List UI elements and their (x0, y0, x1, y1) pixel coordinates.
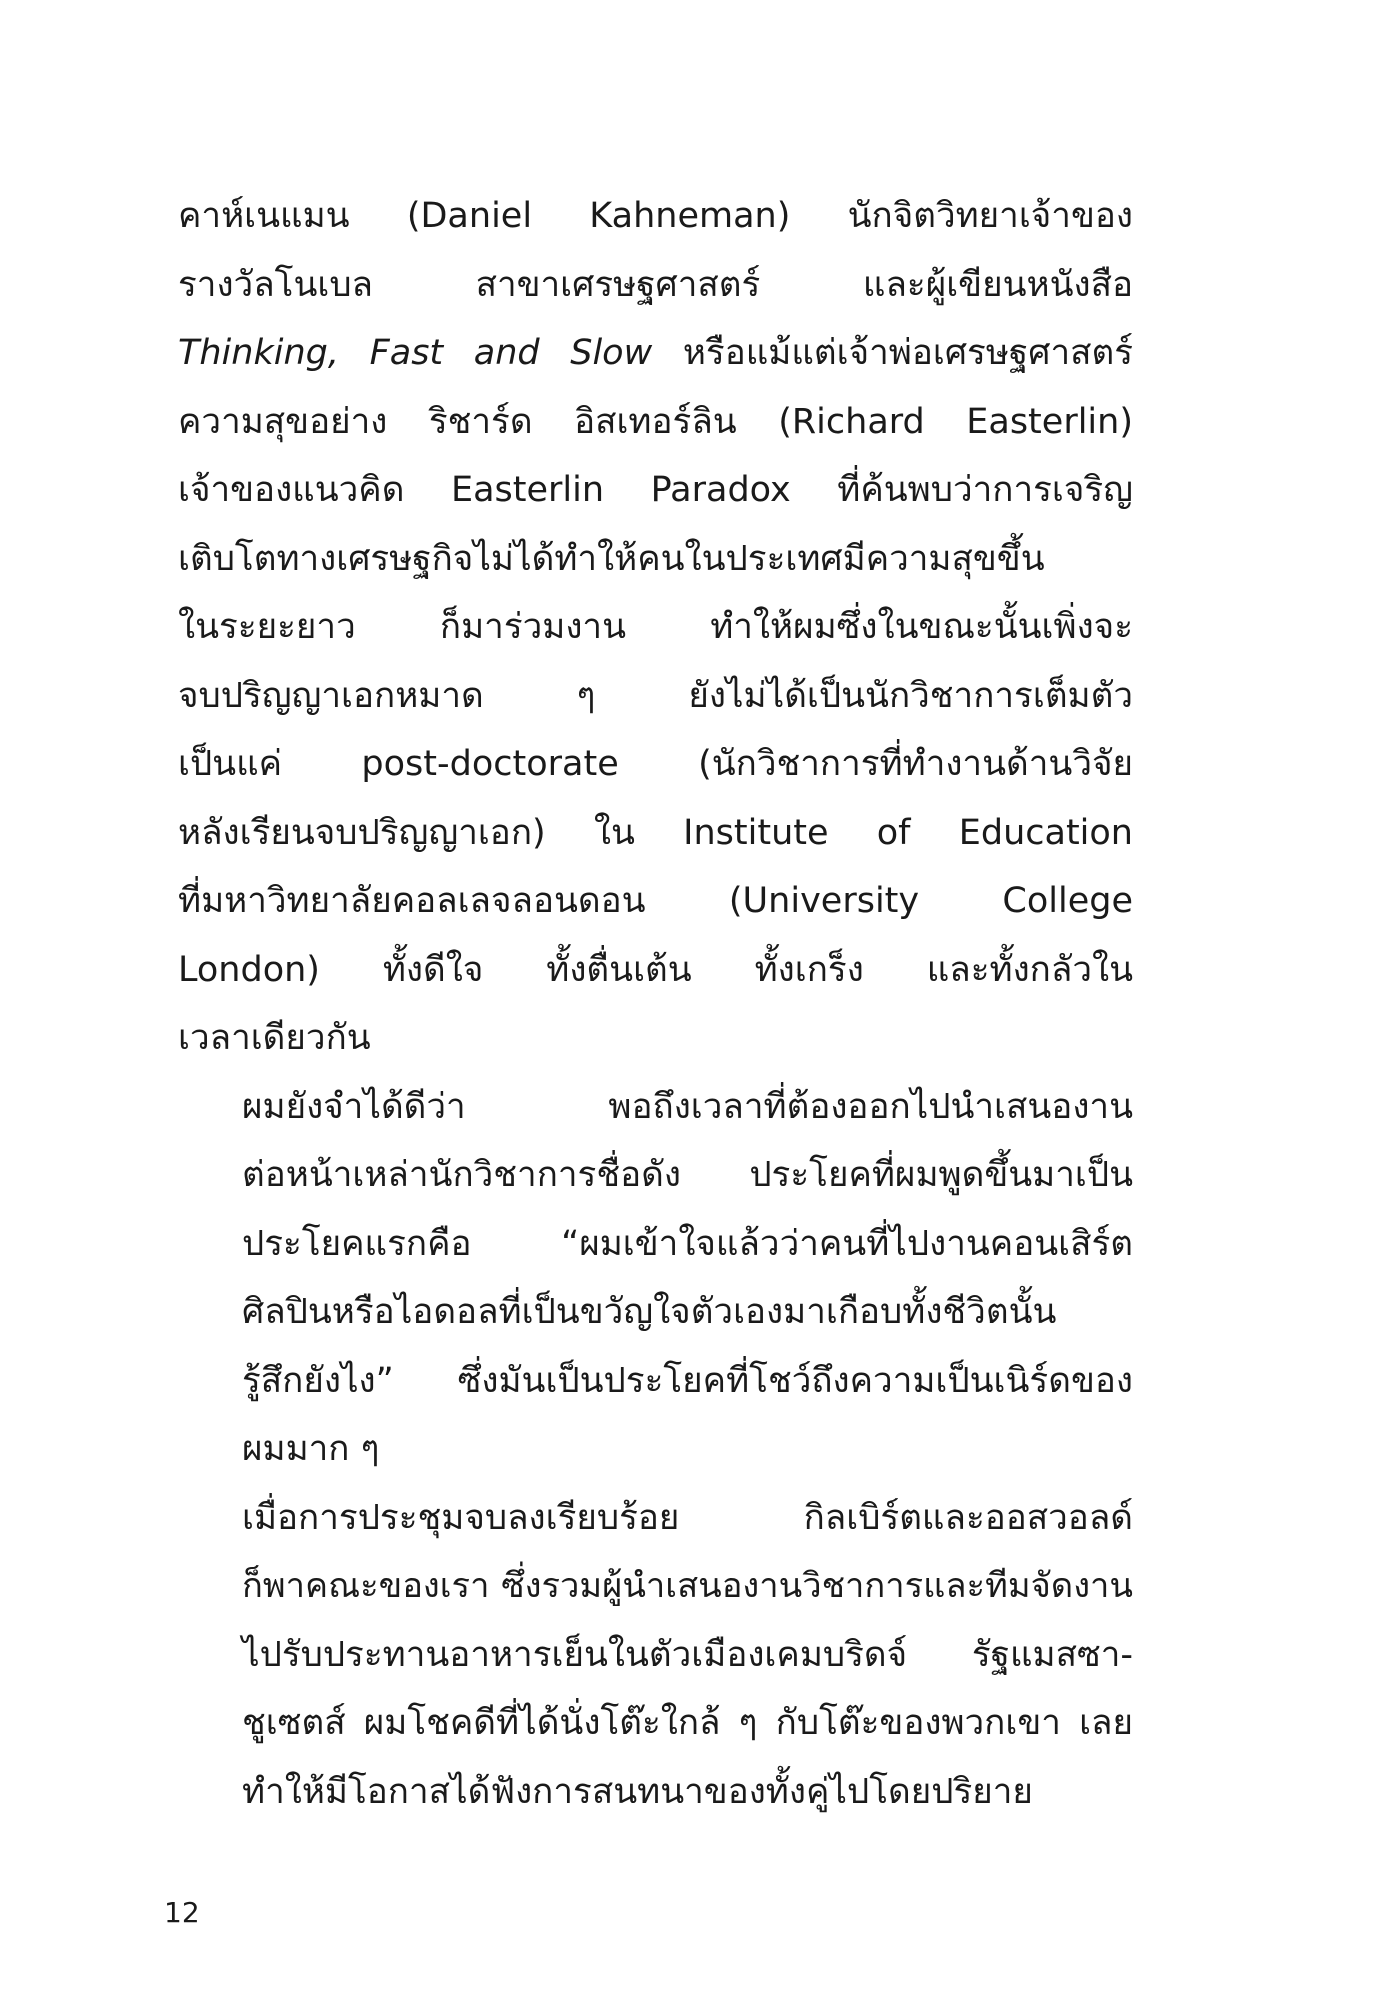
text-line: คาห์เนแมน (Daniel Kahneman) นักจิตวิทยาเจ้าของ (178, 196, 1133, 236)
text-line: ประโยคแรกคือ “ผมเข้าใจแล้วว่าคนที่ไปงานคอนเสิร์ต (242, 1223, 1133, 1264)
text-line: ทำให้มีโอกาสได้ฟังการสนทนาของทั้งคู่ไปโดยปริยาย (242, 1771, 1033, 1812)
text-line: จบปริญญาเอกหมาด ๆ ยังไม่ได้เป็นนักวิชาการเต็มตัว (178, 675, 1133, 716)
paragraph (178, 1073, 1133, 1484)
text-line: ที่มหาวิทยาลัยคอลเลจลอนดอน (University College (178, 881, 1133, 921)
text-line: เมื่อการประชุมจบลงเรียบร้อย กิลเบิร์ตและออสวอลด์ (242, 1497, 1133, 1538)
text-line: ผมมาก ๆ (242, 1429, 380, 1469)
book-title: Thinking, Fast and Slow (178, 333, 653, 373)
paragraph (178, 1484, 1133, 1827)
text-line: เจ้าของแนวคิด Easterlin Paradox ที่ค้นพบว่าการเจริญ (178, 470, 1133, 510)
text-line: ไปรับประทานอาหารเย็นในตัวเมืองเคมบริดจ์ รัฐแมสซา- (242, 1634, 1133, 1675)
page-number: 12 (164, 1896, 200, 1929)
text-line: London) ทั้งดีใจ ทั้งตื่นเต้น ทั้งเกร็ง และทั้งกลัวใน (178, 949, 1133, 990)
body-text (178, 182, 1133, 1826)
text-line: เติบโตทางเศรษฐกิจไม่ได้ทำให้คนในประเทศมีความสุขขึ้น (178, 538, 1045, 579)
text-line: รางวัลโนเบล สาขาเศรษฐศาสตร์ และผู้เขียนหนังสือ (178, 264, 1133, 305)
text-line: ศิลปินหรือไอดอลที่เป็นขวัญใจตัวเองมาเกือบทั้งชีวิตนั้น (242, 1292, 1057, 1332)
text-line: ในระยะยาว ก็มาร่วมงาน ทำให้ผมซึ่งในขณะนั้นเพิ่งจะ (178, 607, 1133, 647)
text-line: รู้สึกยังไง” ซึ่งมันเป็นประโยคที่โชว์ถึงความเป็นเนิร์ดของ (242, 1360, 1133, 1401)
text-line: ความสุขอย่าง ริชาร์ด อิสเทอร์ลิน (Richard Easterlin) (178, 401, 1133, 442)
text-line: เป็นแค่ post-doctorate (นักวิชาการที่ทำงานด้านวิจัย (178, 744, 1133, 784)
text-line: หลังเรียนจบปริญญาเอก) ใน Institute of Education (178, 812, 1133, 853)
text-line: ต่อหน้าเหล่านักวิชาการชื่อดัง ประโยคที่ผมพูดขึ้นมาเป็น (242, 1155, 1133, 1195)
text-line (178, 319, 1133, 388)
text-line: ผมยังจำได้ดีว่า พอถึงเวลาที่ต้องออกไปนำเสนองาน (242, 1086, 1133, 1127)
text-line: ก็พาคณะของเรา ซึ่งรวมผู้นำเสนองานวิชาการและทีมจัดงาน (242, 1566, 1133, 1606)
paragraph (178, 182, 1133, 1073)
text-fragment: หรือแม้แต่เจ้าพ่อเศรษฐศาสตร์ (652, 333, 1133, 373)
text-line: ชูเซตส์ ผมโชคดีที่ได้นั่งโต๊ะใกล้ ๆ กับโต๊ะของพวกเขา เลย (242, 1703, 1133, 1743)
text-line: เวลาเดียวกัน (178, 1018, 371, 1058)
